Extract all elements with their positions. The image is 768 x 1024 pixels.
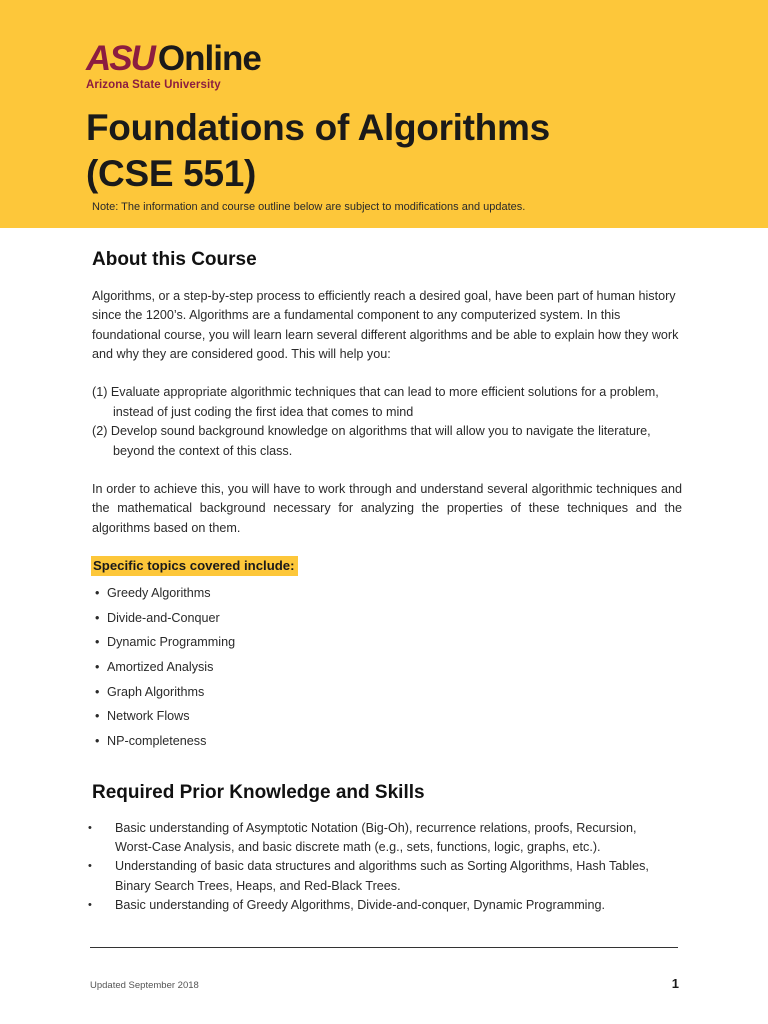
topic-label: Amortized Analysis <box>107 660 214 675</box>
requirement-text: Basic understanding of Greedy Algorithms, Divide-and-conquer, Dynamic Programming. <box>115 897 605 912</box>
bullet-icon: • <box>95 586 100 600</box>
logo-university-name: Arizona State University <box>86 79 221 91</box>
requirement-text: Understanding of basic data structures and algorithms such as Sorting Algorithms, Hash Tables, Binary Search Trees, Heaps, and Red-Black Trees. <box>115 859 649 893</box>
list-item <box>95 706 235 731</box>
bullet-icon: • <box>95 709 100 724</box>
header-banner <box>0 0 768 228</box>
page-title <box>86 105 726 197</box>
topic-label: Divide-and-Conquer <box>107 610 220 625</box>
disclaimer-note: Note: The information and course outline below are subject to modifications and updates. <box>92 201 526 213</box>
updated-date: Updated September 2018 <box>90 980 199 991</box>
bullet-icon: • <box>88 898 92 911</box>
goal-item: (1) Evaluate appropriate algorithmic techniques that can lead to more efficient solutions for a problem, instead of just coding the first idea that comes to mind <box>92 385 659 419</box>
list-item <box>95 682 235 707</box>
bullet-icon: • <box>95 684 100 699</box>
list-item <box>88 857 668 895</box>
topics-list <box>95 583 235 756</box>
list-item <box>95 657 235 682</box>
list-item <box>95 731 235 756</box>
prior-knowledge-list <box>88 819 668 915</box>
topic-label: NP-completeness <box>107 734 207 749</box>
list-item <box>95 632 235 657</box>
topic-label: Network Flows <box>107 709 190 724</box>
about-closing: In order to achieve this, you will have to work through and understand several algorithmic techniques and the mathematical background necessary for analyzing the properties of these techniques and the algorithms based on them. <box>92 482 682 535</box>
list-item <box>88 819 668 857</box>
list-item <box>95 583 235 608</box>
bullet-icon: • <box>95 610 100 625</box>
bullet-icon: • <box>95 660 100 675</box>
bullet-icon: • <box>95 635 100 650</box>
footer-divider <box>90 947 678 948</box>
logo-asu-mark: ASU <box>86 39 154 78</box>
goals-list <box>92 383 682 461</box>
topic-label: Dynamic Programming <box>107 635 236 650</box>
prior-knowledge-heading: Required Prior Knowledge and Skills <box>92 782 425 803</box>
topics-heading: Specific topics covered include: <box>91 556 298 576</box>
list-item <box>88 896 668 915</box>
asu-online-logo <box>86 40 261 91</box>
about-intro: Algorithms, or a step-by-step process to efficiently reach a desired goal, have been part of human history since the 1200’s. Algorithms are a fundamental component to any computerized system. In this foundational course, you will learn learn several different algorithms and be able to explain how they work and why they are considered good. This will help you: <box>92 289 679 362</box>
topic-label: Greedy Algorithms <box>107 586 211 600</box>
topic-label: Graph Algorithms <box>107 684 205 699</box>
bullet-icon: • <box>88 860 92 873</box>
page-number: 1 <box>671 976 679 991</box>
goal-item: (2) Develop sound background knowledge on algorithms that will allow you to navigate the literature, beyond the context of this class. <box>92 424 651 458</box>
requirement-text: Basic understanding of Asymptotic Notation (Big-Oh), recurrence relations, proofs, Recursion, Worst-Case Analysis, and basic discrete math (e.g., sets, functions, logic, graphs, etc.). <box>115 821 637 855</box>
bullet-icon: • <box>95 734 100 749</box>
bullet-icon: • <box>88 822 92 834</box>
list-item <box>95 608 235 633</box>
title-line-1: Foundations of Algorithms <box>86 107 550 148</box>
title-line-2: (CSE 551) <box>86 153 257 194</box>
about-heading: About this Course <box>92 249 257 270</box>
logo-online-text: Online <box>157 39 261 78</box>
